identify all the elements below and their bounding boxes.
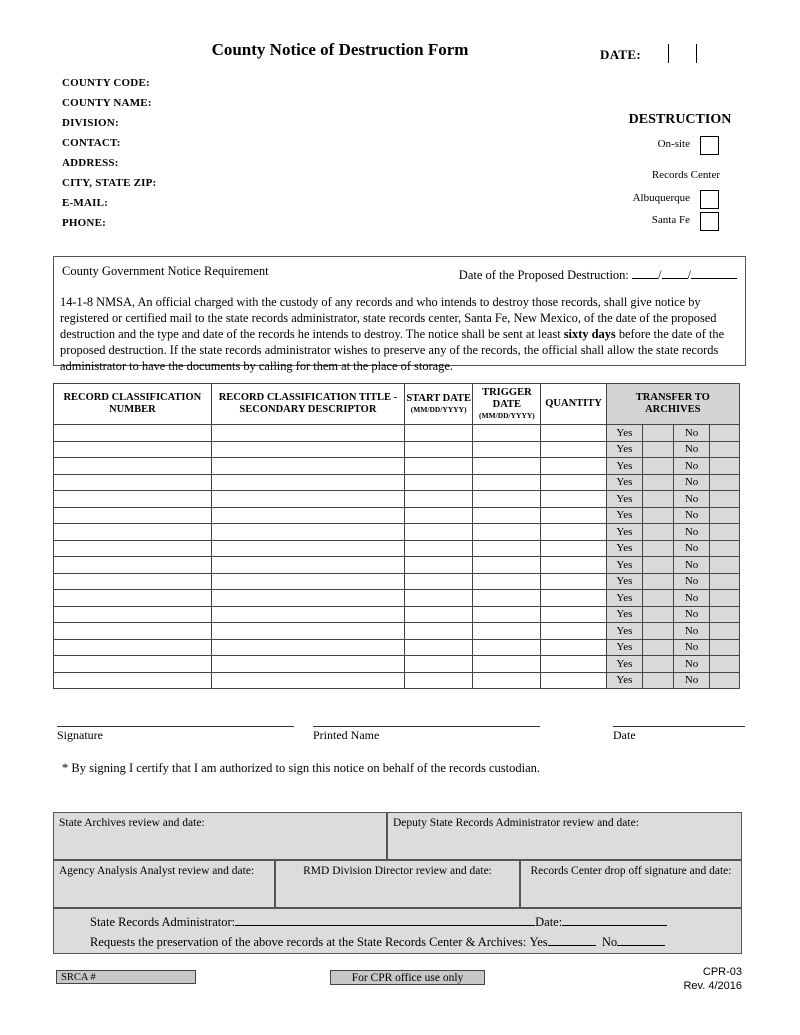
field-label-division: DIVISION: xyxy=(62,117,119,129)
cell-record-classification-number[interactable] xyxy=(54,458,212,475)
administrator-signature-blank[interactable] xyxy=(235,925,535,926)
cell-transfer-yes-label: Yes xyxy=(606,590,643,607)
cell-record-classification-title[interactable] xyxy=(211,540,404,557)
cell-transfer-no-label: No xyxy=(673,590,710,607)
certification-statement: * By signing I certify that I am authorized to sign this notice on behalf of the records custodian. xyxy=(62,761,541,775)
review-box-rmd-director[interactable] xyxy=(275,860,520,908)
cell-transfer-no-label: No xyxy=(673,474,710,491)
review-box-agency-analyst[interactable] xyxy=(53,860,275,908)
cell-transfer-yes-checkbox[interactable] xyxy=(643,524,674,541)
cell-record-classification-number[interactable] xyxy=(54,491,212,508)
administrator-label: State Records Administrator: xyxy=(90,915,236,929)
cell-start-date[interactable] xyxy=(405,507,473,524)
cell-trigger-date[interactable] xyxy=(473,507,541,524)
signature-date-caption: Date xyxy=(613,728,636,742)
cell-transfer-no-label: No xyxy=(673,606,710,623)
cell-trigger-date[interactable] xyxy=(473,573,541,590)
cell-record-classification-number[interactable] xyxy=(54,672,212,689)
form-footer-info xyxy=(683,966,742,993)
review-box-administrator xyxy=(53,908,742,954)
cell-trigger-date[interactable] xyxy=(473,491,541,508)
cell-transfer-no-checkbox[interactable] xyxy=(710,540,740,557)
cell-transfer-yes-label: Yes xyxy=(606,458,643,475)
cell-transfer-no-label: No xyxy=(673,573,710,590)
proposed-date-day-blank[interactable] xyxy=(662,278,688,279)
cell-trigger-date[interactable] xyxy=(473,474,541,491)
cell-record-classification-title[interactable] xyxy=(211,606,404,623)
cell-transfer-no-label: No xyxy=(673,441,710,458)
cell-quantity[interactable] xyxy=(541,656,606,673)
cell-record-classification-number[interactable] xyxy=(54,474,212,491)
proposed-date-year-blank[interactable] xyxy=(691,278,737,279)
cell-transfer-no-checkbox[interactable] xyxy=(710,425,740,442)
printed-name-line[interactable] xyxy=(313,726,540,727)
cell-record-classification-title[interactable] xyxy=(211,590,404,607)
form-number: CPR-03 xyxy=(702,966,742,978)
th-quantity: QUANTITY xyxy=(541,384,606,425)
table-row xyxy=(54,623,740,640)
cell-transfer-no-label: No xyxy=(673,672,710,689)
cell-start-date[interactable] xyxy=(405,573,473,590)
cell-record-classification-title[interactable] xyxy=(211,491,404,508)
cell-trigger-date[interactable] xyxy=(473,458,541,475)
cell-transfer-yes-label: Yes xyxy=(606,425,643,442)
table-row xyxy=(54,557,740,574)
contact-fields-list xyxy=(62,73,156,233)
review-label-agency-analyst: Agency Analysis Analyst review and date: xyxy=(59,865,255,877)
table-row xyxy=(54,540,740,557)
th-record-classification-number: RECORD CLASSIFICATION NUMBER xyxy=(54,384,212,425)
cell-transfer-no-checkbox[interactable] xyxy=(710,557,740,574)
cell-quantity[interactable] xyxy=(541,491,606,508)
records-center-label: Records Center xyxy=(651,169,720,181)
cell-quantity[interactable] xyxy=(541,507,606,524)
albuquerque-label: Albuquerque xyxy=(632,192,690,204)
cell-start-date[interactable] xyxy=(405,672,473,689)
cell-quantity[interactable] xyxy=(541,441,606,458)
review-label-rmd-director: RMD Division Director review and date: xyxy=(303,865,492,877)
th-trigger-date-text: TRIGGER DATE xyxy=(482,387,532,410)
cell-transfer-yes-label: Yes xyxy=(606,507,643,524)
cell-transfer-no-checkbox[interactable] xyxy=(710,507,740,524)
onsite-label: On-site xyxy=(657,138,690,150)
cell-transfer-no-label: No xyxy=(673,557,710,574)
cell-record-classification-title[interactable] xyxy=(211,557,404,574)
cell-start-date[interactable] xyxy=(405,491,473,508)
cell-transfer-yes-label: Yes xyxy=(606,557,643,574)
destruction-section-title: DESTRUCTION xyxy=(628,112,732,127)
cell-record-classification-title[interactable] xyxy=(211,524,404,541)
date-separator-2-icon xyxy=(696,44,697,63)
cell-record-classification-number[interactable] xyxy=(54,557,212,574)
cell-start-date[interactable] xyxy=(405,557,473,574)
cell-transfer-yes-label: Yes xyxy=(606,672,643,689)
cell-transfer-no-checkbox[interactable] xyxy=(710,590,740,607)
cell-transfer-yes-label: Yes xyxy=(606,524,643,541)
santafe-checkbox[interactable] xyxy=(700,212,719,231)
santafe-label: Santa Fe xyxy=(651,214,690,226)
preservation-request-text: Requests the preservation of the above records at the State Records Center & Archives: xyxy=(90,935,527,949)
cell-trigger-date[interactable] xyxy=(473,425,541,442)
review-box-state-archives[interactable] xyxy=(53,812,387,860)
cell-transfer-no-checkbox[interactable] xyxy=(710,573,740,590)
cell-transfer-no-checkbox[interactable] xyxy=(710,656,740,673)
th-start-date xyxy=(405,384,473,425)
cell-start-date[interactable] xyxy=(405,590,473,607)
cell-trigger-date[interactable] xyxy=(473,672,541,689)
cell-transfer-yes-checkbox[interactable] xyxy=(643,639,674,656)
field-label-county-code: COUNTY CODE: xyxy=(62,77,150,89)
cell-quantity[interactable] xyxy=(541,557,606,574)
cell-record-classification-title[interactable] xyxy=(211,425,404,442)
cell-quantity[interactable] xyxy=(541,606,606,623)
table-row xyxy=(54,507,740,524)
review-section xyxy=(53,812,742,954)
proposed-destruction-date: Date of the Proposed Destruction: / / xyxy=(459,268,737,283)
proposed-destruction-date-label: Date of the Proposed Destruction: xyxy=(458,268,629,282)
cell-start-date[interactable] xyxy=(405,441,473,458)
cell-transfer-yes-checkbox[interactable] xyxy=(643,606,674,623)
cell-record-classification-number[interactable] xyxy=(54,656,212,673)
signature-date-line[interactable] xyxy=(613,726,745,727)
cell-transfer-yes-label: Yes xyxy=(606,540,643,557)
cell-quantity[interactable] xyxy=(541,425,606,442)
cell-record-classification-title[interactable] xyxy=(211,441,404,458)
cell-start-date[interactable] xyxy=(405,606,473,623)
cell-transfer-no-label: No xyxy=(673,656,710,673)
cell-transfer-yes-checkbox[interactable] xyxy=(643,540,674,557)
cell-start-date[interactable] xyxy=(405,425,473,442)
th-trigger-date xyxy=(473,384,541,425)
cell-start-date[interactable] xyxy=(405,524,473,541)
cell-transfer-no-label: No xyxy=(673,425,710,442)
cell-transfer-no-checkbox[interactable] xyxy=(710,491,740,508)
notice-body-bold: sixty days xyxy=(563,327,616,342)
cell-transfer-no-checkbox[interactable] xyxy=(710,474,740,491)
form-revision: Rev. 4/2016 xyxy=(683,979,742,992)
cpr-office-use-banner: For CPR office use only xyxy=(330,970,485,985)
signature-caption: Signature xyxy=(57,728,103,742)
cell-transfer-yes-checkbox[interactable] xyxy=(643,507,674,524)
table-header-row xyxy=(54,384,740,425)
records-table xyxy=(53,383,740,689)
table-row xyxy=(54,491,740,508)
cell-transfer-no-checkbox[interactable] xyxy=(710,623,740,640)
cell-transfer-yes-label: Yes xyxy=(606,441,643,458)
cell-quantity[interactable] xyxy=(541,458,606,475)
page-title: County Notice of Destruction Form xyxy=(211,40,469,59)
cell-transfer-yes-checkbox[interactable] xyxy=(643,491,674,508)
cell-transfer-yes-label: Yes xyxy=(606,491,643,508)
cell-transfer-no-checkbox[interactable] xyxy=(710,524,740,541)
preservation-request-row xyxy=(90,935,665,950)
cell-quantity[interactable] xyxy=(541,540,606,557)
onsite-checkbox[interactable] xyxy=(700,136,719,155)
cell-trigger-date[interactable] xyxy=(473,623,541,640)
cell-transfer-yes-checkbox[interactable] xyxy=(643,557,674,574)
cell-transfer-yes-checkbox[interactable] xyxy=(643,623,674,640)
field-label-county-name: COUNTY NAME: xyxy=(62,97,152,109)
cell-record-classification-title[interactable] xyxy=(211,623,404,640)
cell-record-classification-number[interactable] xyxy=(54,573,212,590)
cell-start-date[interactable] xyxy=(405,474,473,491)
cell-start-date[interactable] xyxy=(405,623,473,640)
cell-start-date[interactable] xyxy=(405,639,473,656)
cell-record-classification-number[interactable] xyxy=(54,441,212,458)
cell-transfer-no-label: No xyxy=(673,491,710,508)
cell-transfer-no-label: No xyxy=(673,540,710,557)
cell-trigger-date[interactable] xyxy=(473,606,541,623)
notice-body-part1: 14-1-8 NMSA, An official charged with the custody of any records and who intends to destroy those records, shall give notice by registered or certified mail to the state records administrator, state records center, Santa Fe, New Mexico, of the date of the proposed destruction and the type and date of the records he intends to destroy. The notice shall be sent at least xyxy=(60,295,717,342)
cell-transfer-yes-label: Yes xyxy=(606,606,643,623)
cell-transfer-yes-checkbox[interactable] xyxy=(643,573,674,590)
cell-trigger-date[interactable] xyxy=(473,639,541,656)
cell-start-date[interactable] xyxy=(405,458,473,475)
table-row xyxy=(54,524,740,541)
table-row xyxy=(54,672,740,689)
cell-record-classification-title[interactable] xyxy=(211,639,404,656)
field-label-address: ADDRESS: xyxy=(62,157,119,169)
cell-transfer-yes-checkbox[interactable] xyxy=(643,590,674,607)
cell-transfer-no-checkbox[interactable] xyxy=(710,606,740,623)
cell-record-classification-number[interactable] xyxy=(54,540,212,557)
review-box-records-center-dropoff[interactable] xyxy=(520,860,742,908)
cell-quantity[interactable] xyxy=(541,474,606,491)
printed-name-caption: Printed Name xyxy=(313,728,380,742)
cell-record-classification-number[interactable] xyxy=(54,639,212,656)
cell-quantity[interactable] xyxy=(541,524,606,541)
preservation-no-label: No xyxy=(601,935,618,949)
table-row xyxy=(54,474,740,491)
albuquerque-checkbox[interactable] xyxy=(700,190,719,209)
table-row xyxy=(54,639,740,656)
cell-transfer-yes-checkbox[interactable] xyxy=(643,656,674,673)
table-row xyxy=(54,458,740,475)
cell-transfer-yes-label: Yes xyxy=(606,639,643,656)
cell-transfer-no-checkbox[interactable] xyxy=(710,458,740,475)
preservation-no-blank[interactable] xyxy=(617,945,665,946)
cell-quantity[interactable] xyxy=(541,573,606,590)
notice-heading: County Government Notice Requirement xyxy=(62,264,269,278)
cell-trigger-date[interactable] xyxy=(473,557,541,574)
cell-quantity[interactable] xyxy=(541,639,606,656)
proposed-date-month-blank[interactable] xyxy=(632,278,658,279)
cell-transfer-no-label: No xyxy=(673,507,710,524)
table-row xyxy=(54,590,740,607)
cell-transfer-yes-label: Yes xyxy=(606,573,643,590)
records-table-body xyxy=(54,425,740,689)
th-transfer-to-archives: TRANSFER TO ARCHIVES xyxy=(606,384,739,425)
cell-trigger-date[interactable] xyxy=(473,590,541,607)
cell-transfer-no-label: No xyxy=(673,623,710,640)
table-row xyxy=(54,656,740,673)
administrator-date-label: Date: xyxy=(535,915,563,929)
review-label-records-center-dropoff: Records Center drop off signature and date: xyxy=(530,865,732,877)
cell-record-classification-number[interactable] xyxy=(54,507,212,524)
date-label: DATE: xyxy=(600,47,641,62)
review-box-deputy-admin[interactable] xyxy=(387,812,742,860)
cell-transfer-yes-checkbox[interactable] xyxy=(643,425,674,442)
cell-trigger-date[interactable] xyxy=(473,540,541,557)
preservation-yes-label: Yes xyxy=(529,935,548,949)
cell-trigger-date[interactable] xyxy=(473,441,541,458)
administrator-date-blank[interactable] xyxy=(562,925,667,926)
cell-record-classification-title[interactable] xyxy=(211,656,404,673)
cell-quantity[interactable] xyxy=(541,672,606,689)
cell-transfer-no-label: No xyxy=(673,639,710,656)
cell-transfer-yes-checkbox[interactable] xyxy=(643,474,674,491)
review-label-state-archives: State Archives review and date: xyxy=(59,817,205,829)
notice-body-part2: before the date of the proposed destruction. If the state records administrator wishes to preserve any of the records, the official shall allow the state records administrator to have the documents by calling for them at the place of storage. xyxy=(60,327,725,374)
cell-quantity[interactable] xyxy=(541,590,606,607)
preservation-yes-blank[interactable] xyxy=(548,945,596,946)
notice-requirement-box xyxy=(53,256,746,374)
cell-transfer-yes-checkbox[interactable] xyxy=(643,672,674,689)
cell-transfer-no-label: No xyxy=(673,524,710,541)
table-row xyxy=(54,573,740,590)
date-separator-1-icon xyxy=(668,44,669,63)
signature-line[interactable] xyxy=(57,726,294,727)
cell-record-classification-title[interactable] xyxy=(211,672,404,689)
cell-record-classification-number[interactable] xyxy=(54,524,212,541)
th-trigger-date-format: (MM/DD/YYYY) xyxy=(478,411,535,420)
notice-body-text xyxy=(60,294,739,374)
cell-record-classification-title[interactable] xyxy=(211,507,404,524)
cell-transfer-yes-label: Yes xyxy=(606,474,643,491)
cell-transfer-no-checkbox[interactable] xyxy=(710,672,740,689)
cell-transfer-no-checkbox[interactable] xyxy=(710,441,740,458)
cell-transfer-yes-checkbox[interactable] xyxy=(643,441,674,458)
cell-transfer-yes-checkbox[interactable] xyxy=(643,458,674,475)
review-label-deputy-admin: Deputy State Records Administrator review and date: xyxy=(393,817,639,829)
administrator-signature-row xyxy=(90,915,667,930)
field-label-city-state-zip: CITY, STATE ZIP: xyxy=(62,177,157,189)
cell-start-date[interactable] xyxy=(405,540,473,557)
th-start-date-text: START DATE xyxy=(406,393,472,404)
cell-transfer-yes-label: Yes xyxy=(606,623,643,640)
cell-record-classification-number[interactable] xyxy=(54,623,212,640)
cell-record-classification-number[interactable] xyxy=(54,425,212,442)
cell-record-classification-title[interactable] xyxy=(211,458,404,475)
cell-transfer-yes-label: Yes xyxy=(606,656,643,673)
cell-quantity[interactable] xyxy=(541,623,606,640)
th-start-date-format: (MM/DD/YYYY) xyxy=(410,405,467,414)
table-row xyxy=(54,606,740,623)
cell-record-classification-number[interactable] xyxy=(54,606,212,623)
table-row xyxy=(54,441,740,458)
cell-trigger-date[interactable] xyxy=(473,524,541,541)
field-label-email: E-MAIL: xyxy=(62,197,109,209)
srca-number-field[interactable]: SRCA # xyxy=(56,970,196,984)
cell-record-classification-title[interactable] xyxy=(211,573,404,590)
cell-record-classification-title[interactable] xyxy=(211,474,404,491)
field-label-contact: CONTACT: xyxy=(62,137,121,149)
field-label-phone: PHONE: xyxy=(62,217,106,229)
th-record-classification-title: RECORD CLASSIFICATION TITLE - SECONDARY DESCRIPTOR xyxy=(211,384,404,425)
cell-trigger-date[interactable] xyxy=(473,656,541,673)
table-row xyxy=(54,425,740,442)
cell-transfer-no-label: No xyxy=(673,458,710,475)
cell-transfer-no-checkbox[interactable] xyxy=(710,639,740,656)
cell-start-date[interactable] xyxy=(405,656,473,673)
cell-record-classification-number[interactable] xyxy=(54,590,212,607)
